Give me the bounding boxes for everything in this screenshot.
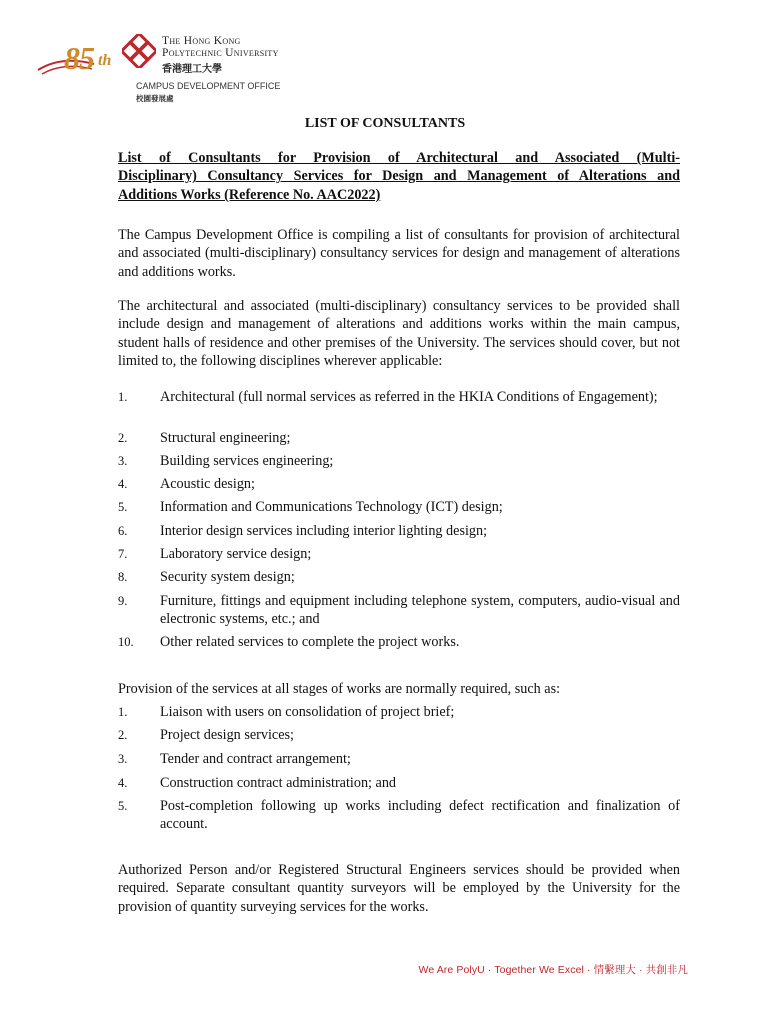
polyu-emblem-icon xyxy=(122,34,156,68)
office-name-en: CAMPUS DEVELOPMENT OFFICE xyxy=(136,81,281,91)
scope-paragraph: The architectural and associated (multi-disciplinary) consultancy services to be provided shall include design and management of alterations and additions works within the main campus, student halls of residence and other premises of the University. The services should cover, but not limited to, the following disciplines wherever applicable: xyxy=(118,298,680,370)
list-item-text: Other related services to complete the project works. xyxy=(160,634,460,650)
list-item-number: 2. xyxy=(118,431,128,445)
list-item-number: 1. xyxy=(118,705,128,719)
list-item-number: 5. xyxy=(118,500,128,514)
university-name-line1: The Hong Kong xyxy=(162,35,241,47)
subtitle-line-3: Additions Works (Reference No. AAC2022) xyxy=(118,186,381,203)
document-title: LIST OF CONSULTANTS xyxy=(304,116,466,131)
document-subtitle xyxy=(118,149,680,204)
list-item-text: Liaison with users on consolidation of project brief; xyxy=(160,704,455,720)
list-item-text: Interior design services including interior lighting design; xyxy=(160,523,488,539)
list-item-number: 6. xyxy=(118,524,128,538)
university-name-chinese: 香港理工大學 xyxy=(162,64,222,75)
university-name-line2: Polytechnic University xyxy=(162,47,279,59)
list-item-text: Laboratory service design; xyxy=(160,546,312,562)
list-item-text: Information and Communications Technology (ICT) design; xyxy=(160,499,503,515)
list-item-number: 3. xyxy=(118,752,128,766)
list-item-text: Tender and contract arrangement; xyxy=(160,751,351,767)
list-item-text: Acoustic design; xyxy=(160,476,255,492)
list-item-number: 4. xyxy=(118,776,128,790)
list-item-number: 7. xyxy=(118,547,128,561)
stages-intro-paragraph: Provision of the services at all stages of works are normally required, such as: xyxy=(118,681,561,697)
anniversary-number: 85 xyxy=(64,40,94,76)
office-name-zh: 校園發展處 xyxy=(136,94,174,103)
list-item-text: Building services engineering; xyxy=(160,453,334,469)
list-item-number: 4. xyxy=(118,477,128,491)
intro-paragraph: The Campus Development Office is compiling a list of consultants for provision of architectural and associated (multi-disciplinary) consultancy services for design and management of alterations and additions works. xyxy=(118,227,680,280)
closing-paragraph: Authorized Person and/or Registered Structural Engineers services should be provided when required. Separate consultant quantity surveyors will be employed by the University for the provision of quantity surveying services for the works. xyxy=(118,862,680,915)
footer-slogan: We Are PolyU · Together We Excel · 情繫理大 · 共創非凡 xyxy=(418,964,688,976)
list-item-number: 9. xyxy=(118,594,128,608)
anniversary-suffix: th xyxy=(98,52,112,69)
list-item-number: 1. xyxy=(118,390,128,404)
list-item-text: Project design services; xyxy=(160,727,294,743)
list-item-number: 2. xyxy=(118,728,128,742)
list-item-number: 3. xyxy=(118,454,128,468)
university-logo xyxy=(36,34,336,106)
list-item-number: 10. xyxy=(118,635,134,649)
list-item-text: Security system design; xyxy=(160,569,295,585)
list-item-text: Structural engineering; xyxy=(160,430,291,446)
list-item-text: Construction contract administration; and xyxy=(160,775,397,791)
anniversary-badge xyxy=(36,38,122,82)
list-item-text: Furniture, fittings and equipment including telephone system, computers, audio-visual and electronic systems, etc.; and xyxy=(160,593,680,628)
list-item-number: 5. xyxy=(118,799,128,813)
list-item-text: Post-completion following up works including defect rectification and finalization of account. xyxy=(160,798,680,833)
subtitle-line-1: List of Consultants for Provision of Architectural and Associated (Multi- xyxy=(118,150,680,166)
subtitle-line-2: Disciplinary) Consultancy Services for Design and Management of Alterations and xyxy=(118,168,680,185)
list-item-text: Architectural (full normal services as referred in the HKIA Conditions of Engagement); xyxy=(160,389,658,405)
list-item-number: 8. xyxy=(118,570,128,584)
